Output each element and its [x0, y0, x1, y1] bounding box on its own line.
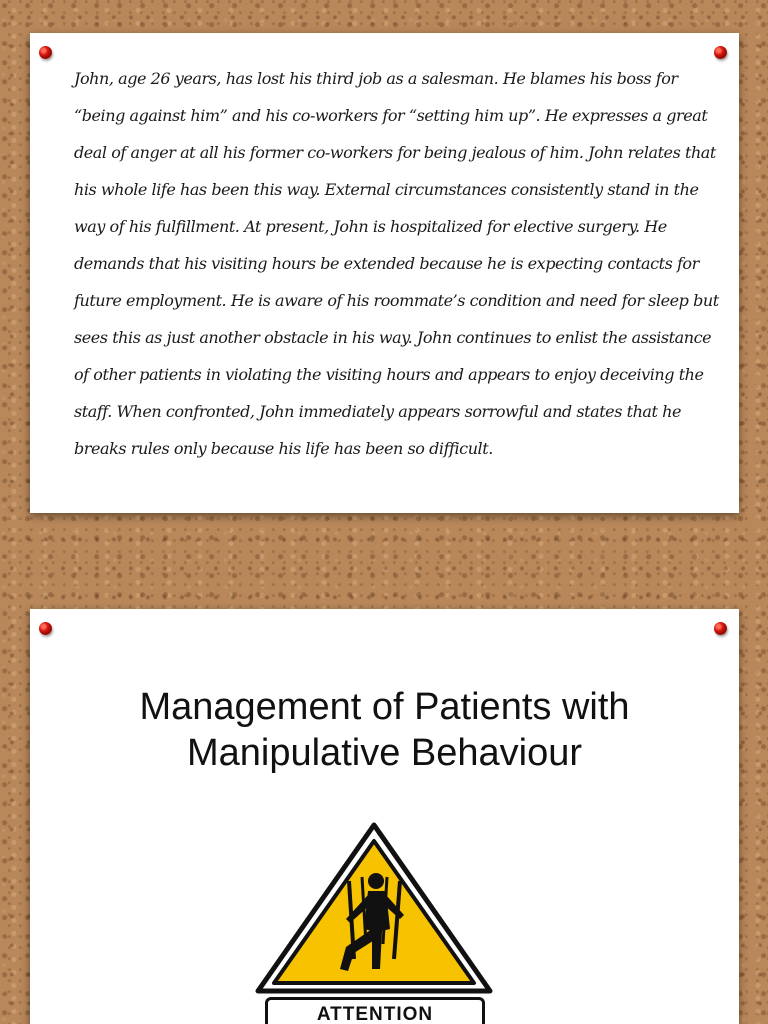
pushpin-icon	[39, 46, 52, 59]
attention-sign-label: ATTENTION	[265, 997, 485, 1024]
pushpin-icon	[714, 46, 727, 59]
warning-triangle-icon	[254, 819, 494, 1024]
case-study-card	[30, 33, 739, 513]
slide-title	[30, 684, 739, 776]
pushpin-icon	[714, 622, 727, 635]
pushpin-icon	[39, 622, 52, 635]
slide-title-line-2: Manipulative Behaviour	[186, 732, 582, 774]
title-slide-card	[30, 609, 739, 1024]
slide-title-line-1: Management of Patients with	[139, 686, 630, 728]
case-study-text: John, age 26 years, has lost his third job as a salesman. He blames his boss for “being against him” and his co-workers for “setting him up”. He expresses a great deal of anger at all his former co-workers for being jealous of him. John relates that his whole life has been this way. External circumstances consistently stand in the way of his fulfillment. At present, John is hospitalized for elective surgery. He demands that his visiting hours be extended because he is expecting contacts for future employment. He is aware of his roommate’s condition and need for sleep but sees this as just another obstacle in his way. John continues to enlist the assistance of other patients in violating the visiting hours and appears to enjoy deceiving the staff. When confronted, John immediately appears sorrowful and states that he breaks rules only because his life has been so difficult.	[74, 69, 719, 458]
